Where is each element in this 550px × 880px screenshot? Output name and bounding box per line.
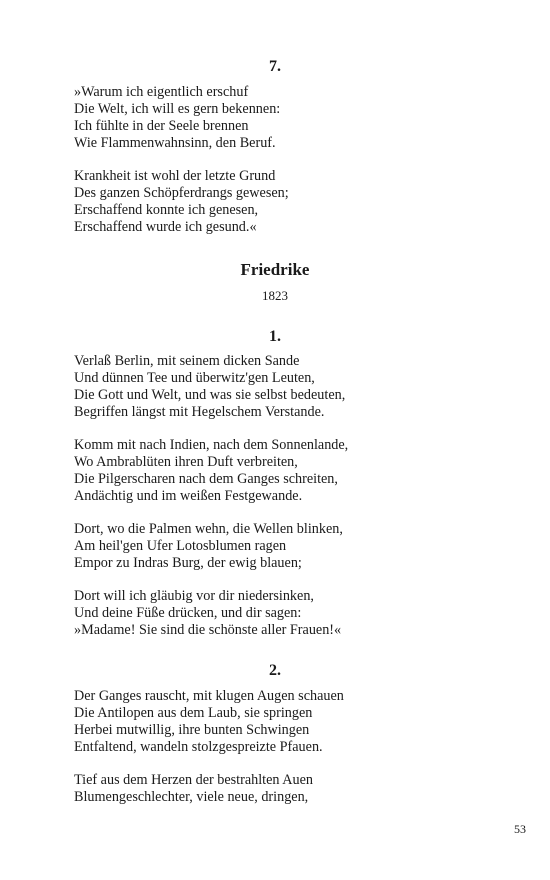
verse-line: Erschaffend konnte ich genesen, (74, 202, 259, 218)
verse-line: Tief aus dem Herzen der bestrahlten Auen (74, 772, 314, 788)
verse-line: Der Ganges rauscht, mit klugen Augen schauen (74, 688, 344, 704)
stanza-1-4 (74, 588, 494, 639)
verse-line: Die Welt, ich will es gern bekennen: (74, 101, 281, 117)
stanza-2-1 (74, 688, 494, 756)
verse-line: Verlaß Berlin, mit seinem dicken Sande (74, 353, 300, 369)
stanza-1-2 (74, 437, 494, 505)
page-number: 53 (514, 822, 526, 836)
verse-line: Und deine Füße drücken, und dir sagen: (74, 605, 302, 621)
verse-line: Andächtig und im weißen Festgewande. (74, 488, 303, 504)
section-number-7: 7. (269, 58, 281, 75)
verse-line: Und dünnen Tee und überwitz'gen Leuten, (74, 370, 315, 386)
poem-year: 1823 (262, 288, 288, 303)
verse-line: Des ganzen Schöpferdrangs gewesen; (74, 185, 289, 201)
verse-line: Herbei mutwillig, ihre bunten Schwingen (74, 722, 310, 738)
verse-line: Dort will ich gläubig vor dir niedersinken, (74, 588, 314, 604)
verse-line: Die Antilopen aus dem Laub, sie springen (74, 705, 313, 721)
verse-line: Am heil'gen Ufer Lotosblumen ragen (74, 538, 287, 554)
verse-line: »Madame! Sie sind die schönste aller Frauen!« (74, 622, 342, 638)
verse-line: Begriffen längst mit Hegelschem Verstande. (74, 404, 325, 420)
verse-line: Erschaffend wurde ich gesund.« (74, 219, 257, 235)
stanza-2-2 (74, 772, 494, 806)
verse-line: Ich fühlte in der Seele brennen (74, 118, 249, 134)
stanza-1-3 (74, 521, 494, 572)
verse-line: Die Pilgerscharen nach dem Ganges schreiten, (74, 471, 338, 487)
section-number-2: 2. (269, 662, 281, 679)
verse-line: Wo Ambrablüten ihren Duft verbreiten, (74, 454, 298, 470)
section-number-1: 1. (269, 328, 281, 345)
verse-line: Entfaltend, wandeln stolzgespreizte Pfauen. (74, 739, 323, 755)
verse-line: Blumengeschlechter, viele neue, dringen, (74, 789, 309, 805)
verse-line: Komm mit nach Indien, nach dem Sonnenlande, (74, 437, 349, 453)
verse-line: Die Gott und Welt, und was sie selbst bedeuten, (74, 387, 346, 403)
stanza-7-1 (74, 84, 494, 152)
stanza-1-1 (74, 353, 494, 421)
verse-line: »Warum ich eigentlich erschuf (74, 84, 249, 100)
verse-line: Empor zu Indras Burg, der ewig blauen; (74, 555, 302, 571)
stanza-7-2 (74, 168, 494, 236)
verse-line: Dort, wo die Palmen wehn, die Wellen blinken, (74, 521, 343, 537)
verse-line: Wie Flammenwahnsinn, den Beruf. (74, 135, 276, 151)
verse-line: Krankheit ist wohl der letzte Grund (74, 168, 276, 184)
poem-title: Friedrike (240, 260, 310, 279)
